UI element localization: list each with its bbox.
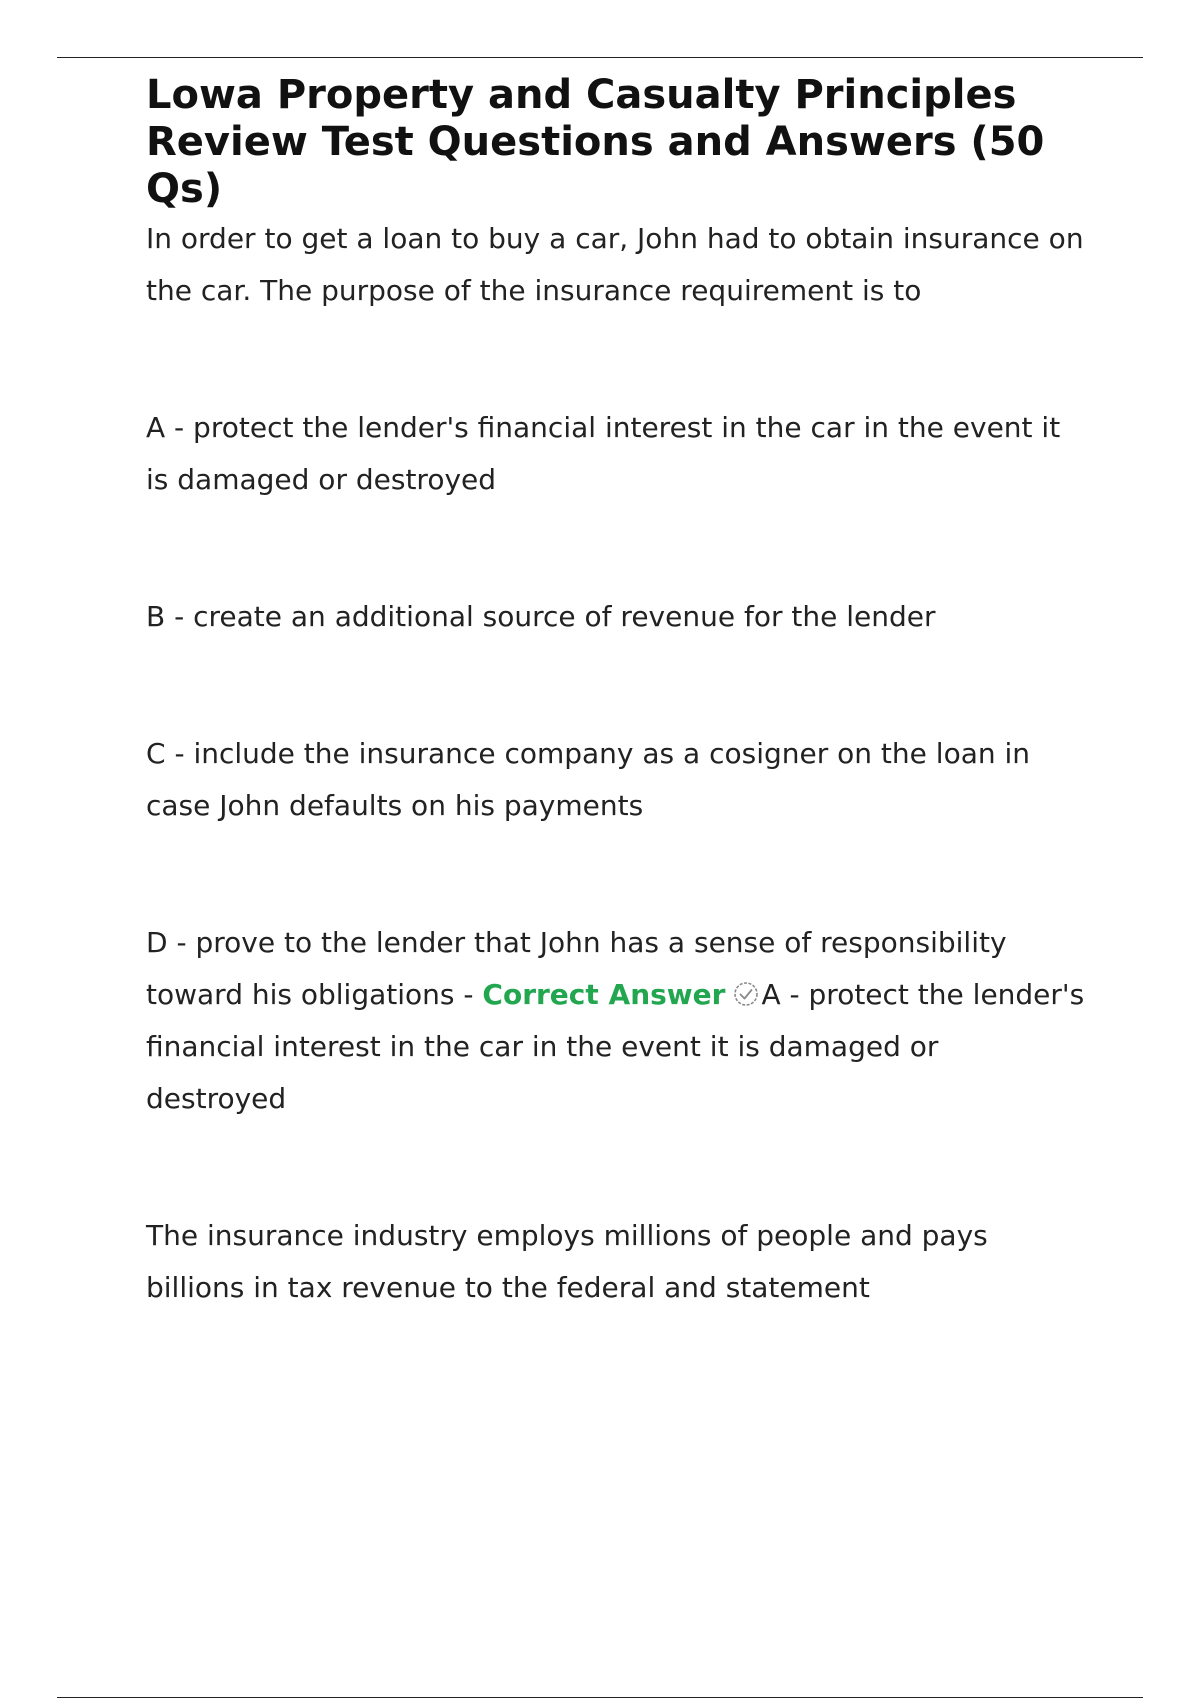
question-2-prompt: The insurance industry employs millions of people and pays billions in tax revenue to the federal and statement [146, 1219, 988, 1304]
question-1-option-d: D - prove to the lender that John has a sense of responsibility toward his obligations - [146, 926, 1007, 1011]
top-divider [57, 57, 1143, 58]
question-1-option-a: A - protect the lender's financial interest in the car in the event it is damaged or destroyed [146, 411, 1061, 496]
question-1-option-c: C - include the insurance company as a cosigner on the loan in case John defaults on his payments [146, 737, 1031, 822]
bottom-divider [57, 1697, 1143, 1698]
correct-answer-label: Correct Answer [482, 978, 726, 1011]
correct-answer-text: A - protect the lender's financial interest in the car in the event it is damaged or destroyed [146, 978, 1085, 1115]
question-1-option-b: B - create an additional source of revenue for the lender [146, 600, 936, 633]
document-title: Lowa Property and Casualty Principles Review Test Questions and Answers (50 Qs) [146, 72, 1045, 212]
question-1-option-d-with-answer [146, 917, 1086, 1125]
check-circle-icon [733, 972, 759, 998]
document-body [146, 72, 1086, 1314]
question-1-prompt: In order to get a loan to buy a car, John had to obtain insurance on the car. The purpose of the insurance requirement is to [146, 222, 1084, 307]
